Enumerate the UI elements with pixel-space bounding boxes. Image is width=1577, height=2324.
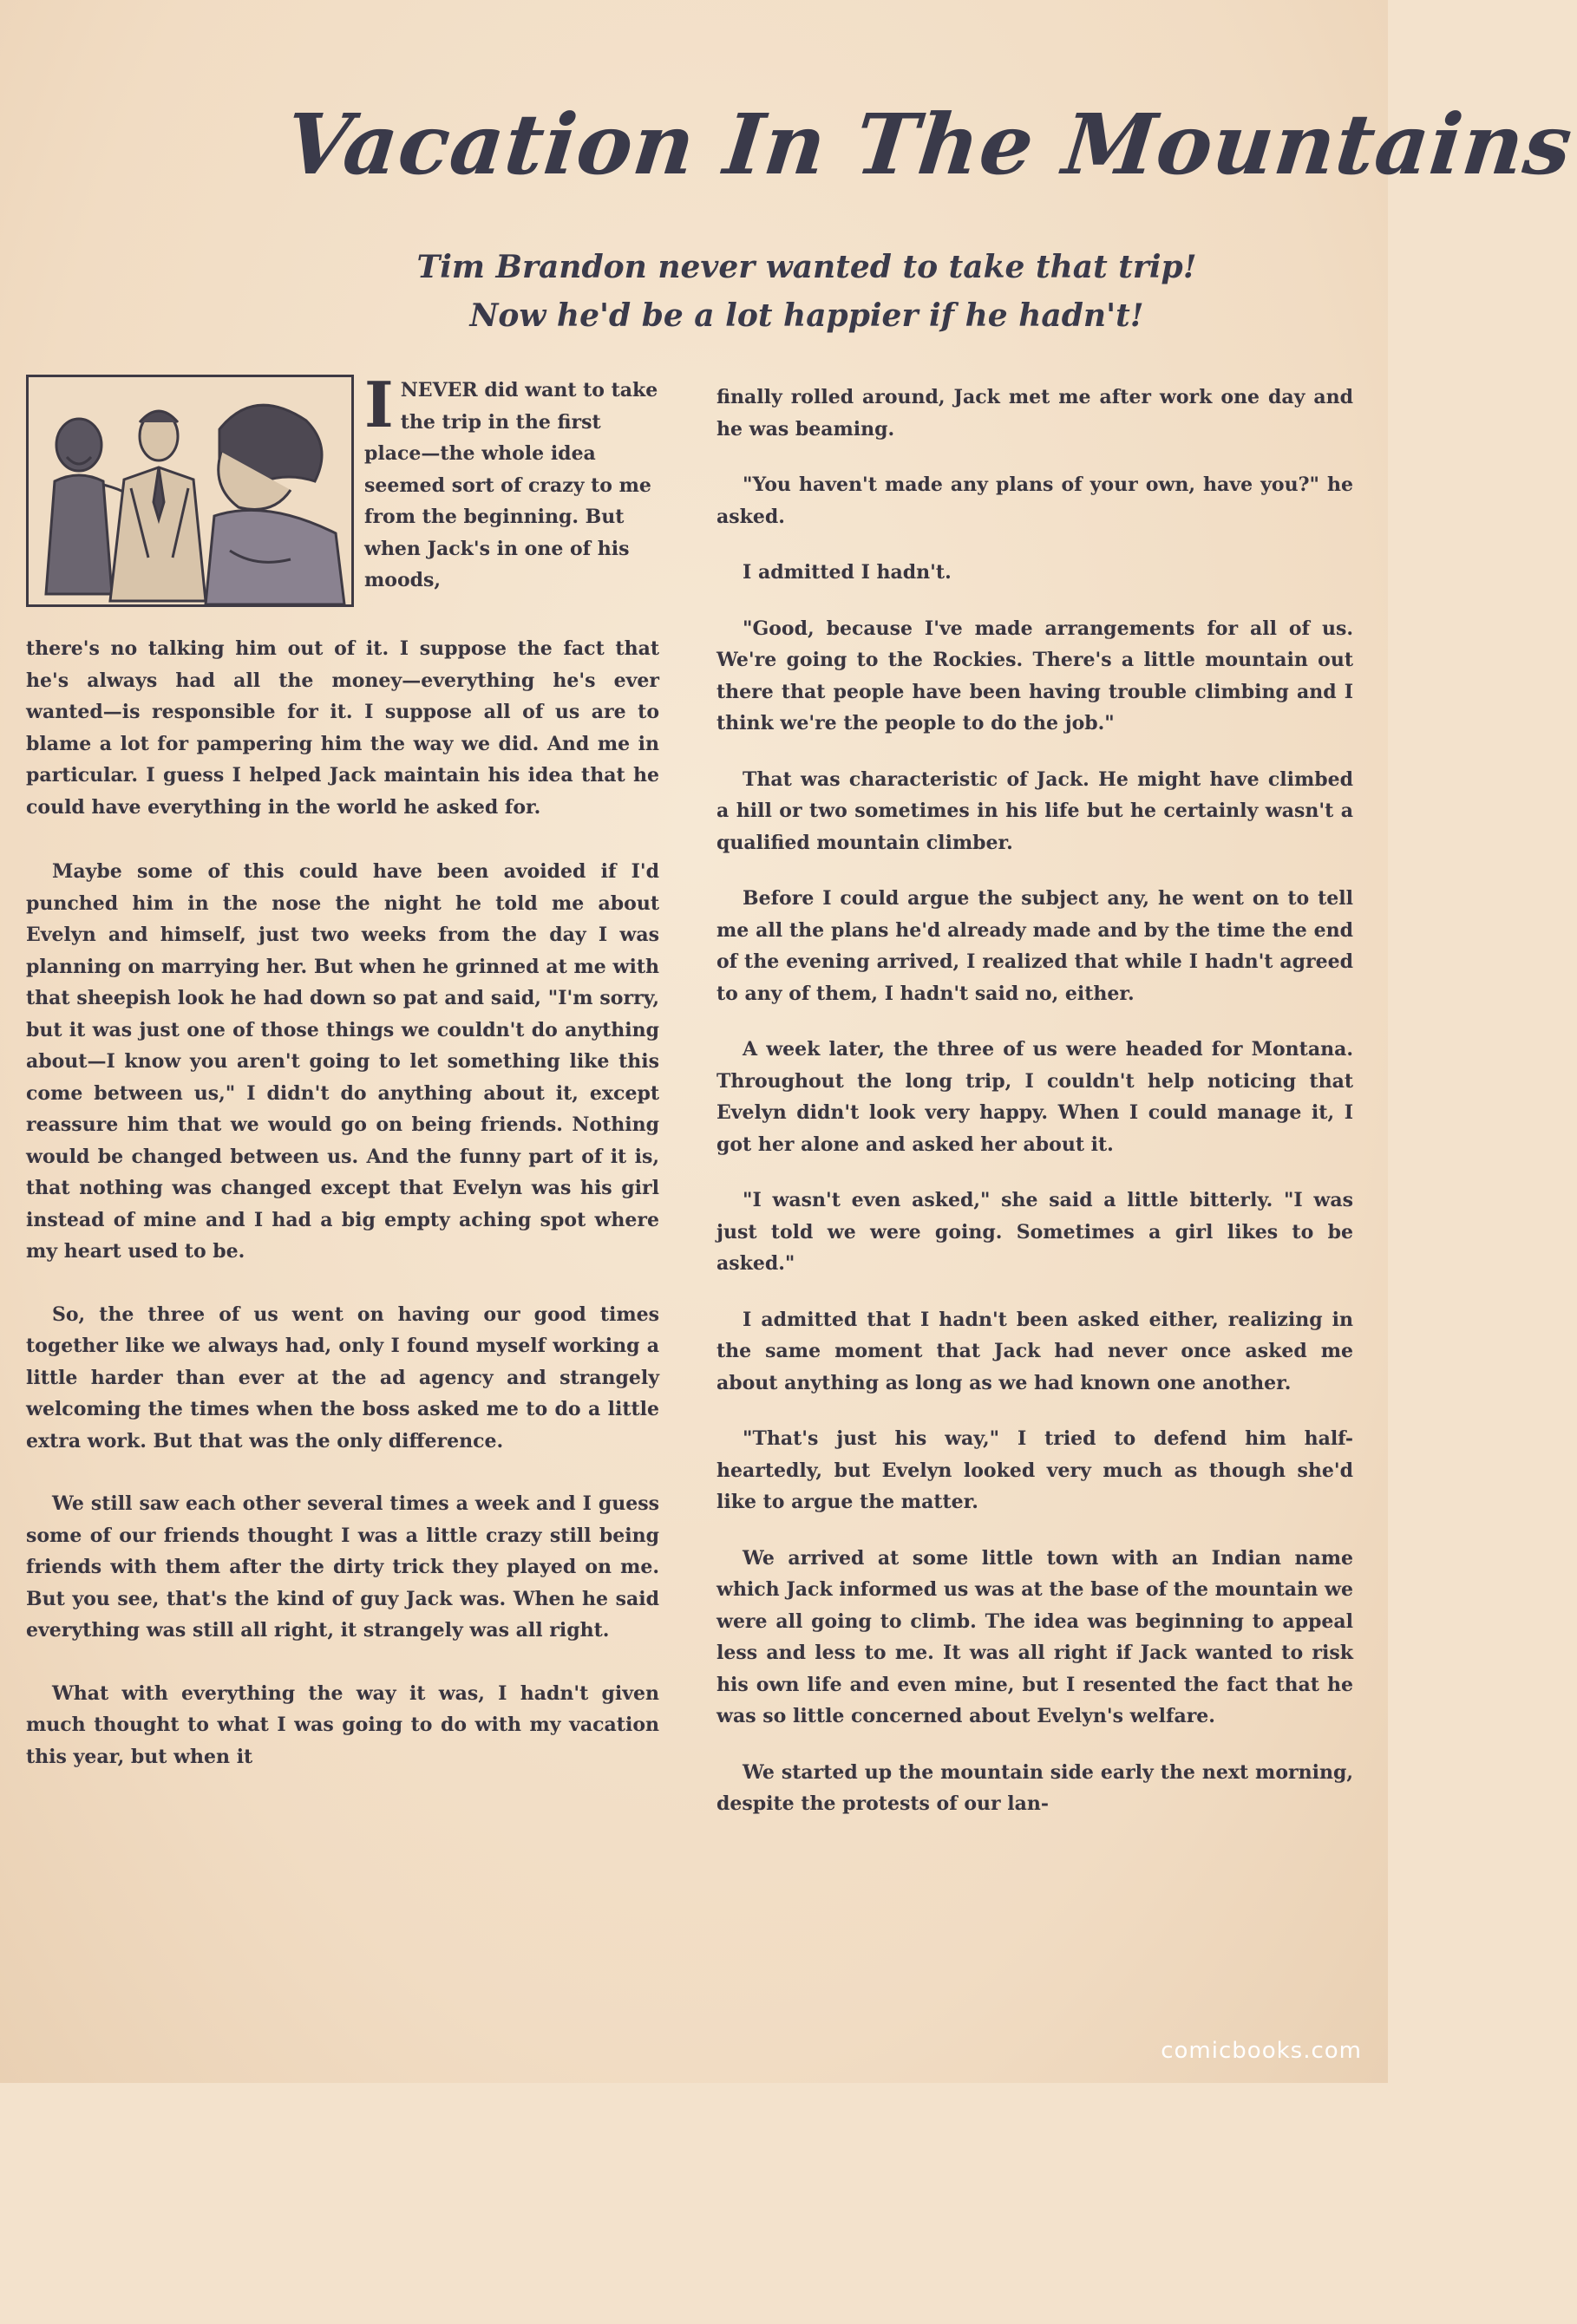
paragraph: A week later, the three of us were headed for Montana. Throughout the long trip, I couldn't help noticing that Evelyn didn't look very happy. When I could manage it, I got her alone and asked her about it. [717, 1038, 1353, 1156]
illustration-drawing [29, 377, 351, 604]
right-column [717, 382, 1353, 1942]
story-title: Vacation In The Mountains [281, 95, 1577, 193]
drop-cap: I [364, 368, 394, 441]
subtitle-line-2: Now he'd be a lot happier if he hadn't! [469, 297, 1144, 334]
story-illustration [26, 375, 354, 607]
paragraph: So, the three of us went on having our good times together like we always had, only I found myself working a little harder than ever at the ad agency and strangely welcoming the times when the boss asked me to do a little extra work. But that was the only difference. [26, 1302, 659, 1452]
paragraph: We arrived at some little town with an Indian name which Jack informed us was at the base of the mountain we were all going to climb. The idea was beginning to appeal less and less to me. It was all right if Jack wanted to risk his own life and even mine, but I resented the fact that he was so little concerned about Evelyn's welfare. [717, 1546, 1353, 1727]
paragraph: Maybe some of this could have been avoided if I'd punched him in the nose the night he told me about Evelyn and himself, just two weeks from the day I was planning on marrying her. But when he grinned at me with that sheepish look he had down so pat and said, "I'm sorry, but it was just one of those things we couldn't do anything about—I know you aren't going to let something like this come between us," I didn't do anything about it, except reassure him that we would go on being friends. Nothing would be changed between us. And the funny part of it is, that nothing was changed except that Evelyn was his girl instead of mine and I had a big empty aching spot where my heart used to be. [26, 860, 659, 1263]
source-watermark: comicbooks.com [1161, 2038, 1362, 2064]
paragraph: I admitted I hadn't. [743, 561, 952, 584]
paragraph: "That's just his way," I tried to defend him half-heartedly, but Evelyn looked very much as though she'd like to argue the matter. [717, 1427, 1353, 1513]
paragraph: That was characteristic of Jack. He might have climbed a hill or two sometimes in his life but he certainly wasn't a qualified mountain climber. [717, 767, 1353, 854]
subtitle-line-1: Tim Brandon never wanted to take that trip! [416, 249, 1197, 285]
paragraph: We still saw each other several times a week and I guess some of our friends thought I was a little crazy still being friends with them after the dirty trick they played on me. But you see, that's the kind of guy Jack was. When he said everything was still all right, it strangely was all right. [26, 1492, 659, 1642]
intro-paragraph [364, 368, 659, 597]
intro-text: NEVER did want to take the trip in the first place—the whole idea seemed sort of crazy to me from the beginning. But when Jack's in one of his moods, [364, 379, 658, 591]
paragraph: finally rolled around, Jack met me after work one day and he was beaming. [717, 386, 1353, 441]
paragraph: "Good, because I've made arrangements for all of us. We're going to the Rockies. There's a little mountain out there that people have been having trouble climbing and I think we're the people to do the job." [717, 617, 1353, 734]
paragraph: I admitted that I hadn't been asked either, realizing in the same moment that Jack had never once asked me about anything as long as we had known one another. [717, 1308, 1353, 1394]
left-column [26, 633, 659, 2324]
paragraph: "You haven't made any plans of your own, have you?" he asked. [717, 473, 1353, 528]
paragraph: What with everything the way it was, I hadn't given much thought to what I was going to do with my vacation this year, but when it [26, 1681, 659, 1768]
story-subtitle [373, 243, 1240, 340]
paragraph: "I wasn't even asked," she said a little bitterly. "I was just told we were going. Sometimes a girl likes to be asked." [717, 1189, 1353, 1275]
paragraph: We started up the mountain side early the next morning, despite the protests of our lan- [717, 1760, 1353, 1815]
intro-continuation: there's no talking him out of it. I suppose the fact that he's always had all the money—everything he's ever wanted—is responsible for it. I suppose all of us are to blame a lot for pampering him the way we did. And me in particular. I guess I helped Jack maintain his idea that he could have everything in the world he asked for. [26, 637, 659, 819]
paragraph: Before I could argue the subject any, he went on to tell me all the plans he'd already made and by the time the end of the evening arrived, I realized that while I hadn't agreed to any of them, I hadn't said no, either. [717, 887, 1353, 1005]
